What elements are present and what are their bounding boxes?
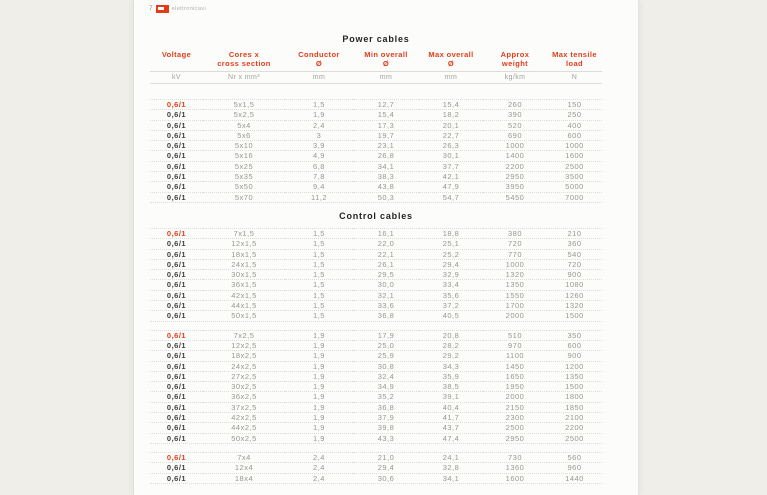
data-cell: 7x4: [203, 452, 285, 462]
data-cell: 1,5: [285, 310, 353, 320]
data-cell: 15,4: [353, 109, 419, 119]
data-cell: 1500: [547, 310, 602, 320]
data-cell: 1440: [547, 473, 602, 483]
data-cell: 26,8: [353, 150, 419, 160]
data-cell: 40,4: [419, 402, 483, 412]
data-cell: 210: [547, 228, 602, 238]
data-cell: 1,9: [285, 381, 353, 391]
data-cell: 1,5: [285, 238, 353, 248]
data-cell: 250: [547, 109, 602, 119]
column-sublabel: [150, 60, 203, 69]
data-cell: 1,9: [285, 433, 353, 443]
data-cell: 32,4: [353, 371, 419, 381]
data-cell: 2,4: [285, 462, 353, 472]
data-cell: 2500: [547, 433, 602, 443]
column-header: [353, 51, 419, 72]
unit-label: kV: [150, 72, 203, 84]
column-sublabel: Ø: [382, 58, 390, 68]
column-sublabel: load: [565, 58, 584, 68]
voltage-cell: 0,6/1: [150, 109, 203, 119]
data-cell: 29,2: [419, 350, 483, 360]
data-cell: 5x1,5: [203, 99, 285, 109]
column-header: [483, 51, 547, 72]
data-cell: 41,7: [419, 412, 483, 422]
voltage-cell: 0,6/1: [150, 269, 203, 279]
data-cell: 32,8: [419, 462, 483, 472]
voltage-cell: 0,6/1: [150, 361, 203, 371]
voltage-cell: 0,6/1: [150, 310, 203, 320]
data-cell: 42x2,5: [203, 412, 285, 422]
data-cell: 7000: [547, 192, 602, 202]
column-label: Approx: [500, 50, 530, 59]
data-cell: 260: [483, 99, 547, 109]
column-label: Voltage: [161, 50, 192, 59]
data-cell: 18x1,5: [203, 249, 285, 259]
data-cell: 9,4: [285, 181, 353, 191]
data-cell: 5x4: [203, 120, 285, 130]
voltage-cell: 0,6/1: [150, 462, 203, 472]
data-cell: 770: [483, 249, 547, 259]
data-cell: 40,5: [419, 310, 483, 320]
data-cell: 730: [483, 452, 547, 462]
voltage-cell: 0,6/1: [150, 330, 203, 340]
data-cell: 50x1,5: [203, 310, 285, 320]
voltage-cell: 0,6/1: [150, 433, 203, 443]
data-cell: 30,6: [353, 473, 419, 483]
column-label: Cores x: [228, 50, 260, 59]
data-cell: 3: [285, 130, 353, 140]
data-cell: 5x6: [203, 130, 285, 140]
data-cell: 1,9: [285, 350, 353, 360]
document-page: [134, 0, 638, 495]
data-cell: 42,1: [419, 171, 483, 181]
data-cell: 37,2: [419, 300, 483, 310]
data-cell: 3950: [483, 181, 547, 191]
data-cell: 29,4: [353, 462, 419, 472]
voltage-cell: 0,6/1: [150, 340, 203, 350]
data-cell: 18x2,5: [203, 350, 285, 360]
data-cell: 35,9: [419, 371, 483, 381]
voltage-cell: 0,6/1: [150, 192, 203, 202]
data-cell: 17,9: [353, 330, 419, 340]
data-cell: 1,5: [285, 279, 353, 289]
data-cell: 16,1: [353, 228, 419, 238]
data-cell: 2000: [483, 310, 547, 320]
voltage-cell: 0,6/1: [150, 150, 203, 160]
column-label: Min overall: [364, 50, 408, 59]
voltage-cell: 0,6/1: [150, 290, 203, 300]
data-cell: 50x2,5: [203, 433, 285, 443]
data-cell: 1,5: [285, 249, 353, 259]
data-cell: 5x10: [203, 140, 285, 150]
units-row: [150, 72, 602, 84]
data-cell: 5x70: [203, 192, 285, 202]
data-cell: 360: [547, 238, 602, 248]
data-cell: 5450: [483, 192, 547, 202]
voltage-cell: 0,6/1: [150, 350, 203, 360]
data-cell: 18,8: [419, 228, 483, 238]
data-cell: 1100: [483, 350, 547, 360]
unit-label: Nr x mm²: [203, 72, 285, 84]
data-cell: 2950: [483, 433, 547, 443]
data-cell: 22,1: [353, 249, 419, 259]
data-cell: 1550: [483, 290, 547, 300]
data-cell: 1,5: [285, 269, 353, 279]
data-cell: 25,2: [419, 249, 483, 259]
table-block: [150, 228, 602, 322]
data-cell: 33,6: [353, 300, 419, 310]
data-cell: 28,2: [419, 340, 483, 350]
voltage-cell: 0,6/1: [150, 140, 203, 150]
column-sublabel: cross section: [217, 58, 271, 68]
data-cell: 1,9: [285, 371, 353, 381]
column-sublabel: Ø: [315, 58, 323, 68]
data-cell: 600: [547, 130, 602, 140]
column-label: Conductor: [298, 50, 340, 59]
data-cell: 38,3: [353, 171, 419, 181]
data-cell: 1,5: [285, 99, 353, 109]
data-cell: 1400: [483, 150, 547, 160]
cable-spec-table: [150, 34, 602, 492]
data-cell: 1,9: [285, 422, 353, 432]
voltage-cell: 0,6/1: [150, 412, 203, 422]
data-cell: 42x1,5: [203, 290, 285, 300]
unit-label: N: [547, 72, 602, 84]
data-cell: 960: [547, 462, 602, 472]
data-cell: 47,4: [419, 433, 483, 443]
column-headers: [150, 51, 602, 72]
data-cell: 150: [547, 99, 602, 109]
data-cell: 18x4: [203, 473, 285, 483]
column-header: [203, 51, 285, 72]
page-header: [149, 4, 206, 13]
data-cell: 3,9: [285, 140, 353, 150]
voltage-cell: 0,6/1: [150, 228, 203, 238]
data-cell: 33,4: [419, 279, 483, 289]
data-cell: 20,1: [419, 120, 483, 130]
data-cell: 1600: [547, 150, 602, 160]
data-cell: 560: [547, 452, 602, 462]
voltage-cell: 0,6/1: [150, 120, 203, 130]
data-cell: 43,7: [419, 422, 483, 432]
data-cell: 21,0: [353, 452, 419, 462]
data-cell: 36,8: [353, 402, 419, 412]
data-cell: 1600: [483, 473, 547, 483]
data-cell: 25,9: [353, 350, 419, 360]
data-cell: 520: [483, 120, 547, 130]
data-cell: 7x1,5: [203, 228, 285, 238]
data-cell: 1,9: [285, 361, 353, 371]
data-cell: 6,8: [285, 161, 353, 171]
column-header: [547, 51, 602, 72]
data-cell: 1350: [483, 279, 547, 289]
voltage-cell: 0,6/1: [150, 238, 203, 248]
data-cell: 7,8: [285, 171, 353, 181]
data-cell: 26,1: [353, 259, 419, 269]
data-cell: 17,3: [353, 120, 419, 130]
data-cell: 2500: [483, 422, 547, 432]
data-cell: 1700: [483, 300, 547, 310]
data-cell: 1360: [483, 462, 547, 472]
data-cell: 1,5: [285, 300, 353, 310]
data-cell: 1450: [483, 361, 547, 371]
data-cell: 30,8: [353, 361, 419, 371]
data-cell: 1650: [483, 371, 547, 381]
data-cell: 3500: [547, 171, 602, 181]
voltage-cell: 0,6/1: [150, 181, 203, 191]
data-cell: 390: [483, 109, 547, 119]
data-cell: 34,9: [353, 381, 419, 391]
data-cell: 36x1,5: [203, 279, 285, 289]
data-cell: 2200: [483, 161, 547, 171]
voltage-cell: 0,6/1: [150, 402, 203, 412]
data-cell: 5x35: [203, 171, 285, 181]
data-cell: 19,7: [353, 130, 419, 140]
data-cell: 4,9: [285, 150, 353, 160]
voltage-cell: 0,6/1: [150, 161, 203, 171]
data-cell: 23,1: [353, 140, 419, 150]
data-cell: 54,7: [419, 192, 483, 202]
data-cell: 400: [547, 120, 602, 130]
data-cell: 350: [547, 330, 602, 340]
table-block: [150, 330, 602, 444]
data-cell: 35,2: [353, 391, 419, 401]
data-cell: 47,9: [419, 181, 483, 191]
table-block: [150, 99, 602, 203]
data-cell: 970: [483, 340, 547, 350]
data-cell: 25,1: [419, 238, 483, 248]
data-cell: 44x2,5: [203, 422, 285, 432]
data-cell: 1320: [547, 300, 602, 310]
data-cell: 690: [483, 130, 547, 140]
data-cell: 12x2,5: [203, 340, 285, 350]
data-cell: 34,1: [353, 161, 419, 171]
data-cell: 1,5: [285, 228, 353, 238]
data-cell: 900: [547, 269, 602, 279]
data-cell: 2950: [483, 171, 547, 181]
data-cell: 2500: [547, 161, 602, 171]
data-cell: 35,6: [419, 290, 483, 300]
table-spacer: [150, 84, 602, 99]
data-cell: 43,3: [353, 433, 419, 443]
column-header: [285, 51, 353, 72]
unit-label: mm: [419, 72, 483, 84]
data-cell: 1,9: [285, 391, 353, 401]
data-cell: 600: [547, 340, 602, 350]
data-cell: 5x50: [203, 181, 285, 191]
voltage-cell: 0,6/1: [150, 391, 203, 401]
data-cell: 2,4: [285, 473, 353, 483]
data-cell: 1,9: [285, 109, 353, 119]
data-cell: 24x1,5: [203, 259, 285, 269]
data-cell: 36,8: [353, 310, 419, 320]
data-cell: 7x2,5: [203, 330, 285, 340]
data-cell: 1000: [483, 259, 547, 269]
section-title: Control cables: [339, 210, 413, 221]
data-cell: 2,4: [285, 120, 353, 130]
data-cell: 1,9: [285, 412, 353, 422]
brand-logo-text: elettronicavi: [171, 5, 207, 12]
data-cell: 34,1: [419, 473, 483, 483]
data-cell: 30x1,5: [203, 269, 285, 279]
data-cell: 50,3: [353, 192, 419, 202]
data-cell: 12x4: [203, 462, 285, 472]
data-cell: 1000: [547, 140, 602, 150]
voltage-cell: 0,6/1: [150, 300, 203, 310]
data-cell: 2000: [483, 391, 547, 401]
data-cell: 29,5: [353, 269, 419, 279]
brand-logo-icon: [156, 5, 169, 13]
data-cell: 36x2,5: [203, 391, 285, 401]
data-cell: 22,0: [353, 238, 419, 248]
voltage-cell: 0,6/1: [150, 279, 203, 289]
data-cell: 2100: [547, 412, 602, 422]
data-cell: 720: [483, 238, 547, 248]
data-cell: 24,1: [419, 452, 483, 462]
unit-label: mm: [285, 72, 353, 84]
data-cell: 5x16: [203, 150, 285, 160]
data-cell: 15,4: [419, 99, 483, 109]
unit-label: kg/km: [483, 72, 547, 84]
page-number: 7: [149, 4, 153, 12]
data-cell: 18,2: [419, 109, 483, 119]
column-sublabel: Ø: [447, 58, 455, 68]
data-cell: 12x1,5: [203, 238, 285, 248]
column-header: [150, 51, 203, 72]
data-cell: 37,7: [419, 161, 483, 171]
data-cell: 30x2,5: [203, 381, 285, 391]
data-cell: 1800: [547, 391, 602, 401]
data-cell: 2300: [483, 412, 547, 422]
voltage-cell: 0,6/1: [150, 259, 203, 269]
column-header: [419, 51, 483, 72]
data-cell: 30,1: [419, 150, 483, 160]
data-cell: 510: [483, 330, 547, 340]
data-cell: 540: [547, 249, 602, 259]
data-cell: 1000: [483, 140, 547, 150]
data-cell: 1080: [547, 279, 602, 289]
data-cell: 900: [547, 350, 602, 360]
data-cell: 39,8: [353, 422, 419, 432]
voltage-cell: 0,6/1: [150, 249, 203, 259]
data-cell: 32,1: [353, 290, 419, 300]
data-cell: 37x2,5: [203, 402, 285, 412]
data-cell: 1200: [547, 361, 602, 371]
data-cell: 1850: [547, 402, 602, 412]
data-cell: 32,9: [419, 269, 483, 279]
voltage-cell: 0,6/1: [150, 473, 203, 483]
column-label: Max tensile: [552, 50, 597, 59]
data-cell: 34,3: [419, 361, 483, 371]
data-cell: 2200: [547, 422, 602, 432]
data-cell: 1,9: [285, 340, 353, 350]
data-cell: 38,5: [419, 381, 483, 391]
data-cell: 27x2,5: [203, 371, 285, 381]
data-cell: 1,5: [285, 259, 353, 269]
data-cell: 5000: [547, 181, 602, 191]
data-cell: 20,8: [419, 330, 483, 340]
column-sublabel: weight: [501, 58, 529, 68]
data-cell: 29,4: [419, 259, 483, 269]
data-cell: 24x2,5: [203, 361, 285, 371]
data-cell: 1350: [547, 371, 602, 381]
data-cell: 39,1: [419, 391, 483, 401]
data-cell: 1500: [547, 381, 602, 391]
data-cell: 1260: [547, 290, 602, 300]
section-title: Power cables: [342, 34, 410, 44]
voltage-cell: 0,6/1: [150, 130, 203, 140]
data-cell: 5x2,5: [203, 109, 285, 119]
voltage-cell: 0,6/1: [150, 99, 203, 109]
data-cell: 1,5: [285, 290, 353, 300]
data-cell: 44x1,5: [203, 300, 285, 310]
data-cell: 5x25: [203, 161, 285, 171]
data-cell: 22,7: [419, 130, 483, 140]
data-cell: 1950: [483, 381, 547, 391]
data-cell: 720: [547, 259, 602, 269]
data-cell: 26,3: [419, 140, 483, 150]
data-cell: 380: [483, 228, 547, 238]
data-cell: 2,4: [285, 452, 353, 462]
data-cell: 1320: [483, 269, 547, 279]
data-cell: 37,9: [353, 412, 419, 422]
voltage-cell: 0,6/1: [150, 371, 203, 381]
column-label: Max overall: [428, 50, 474, 59]
data-cell: 1,9: [285, 402, 353, 412]
data-cell: 43,8: [353, 181, 419, 191]
voltage-cell: 0,6/1: [150, 452, 203, 462]
data-cell: 2150: [483, 402, 547, 412]
table-block: [150, 452, 602, 484]
data-cell: 1,9: [285, 330, 353, 340]
data-cell: 25,0: [353, 340, 419, 350]
voltage-cell: 0,6/1: [150, 422, 203, 432]
data-cell: 11,2: [285, 192, 353, 202]
voltage-cell: 0,6/1: [150, 171, 203, 181]
data-cell: 12,7: [353, 99, 419, 109]
voltage-cell: 0,6/1: [150, 381, 203, 391]
data-cell: 30,0: [353, 279, 419, 289]
unit-label: mm: [353, 72, 419, 84]
